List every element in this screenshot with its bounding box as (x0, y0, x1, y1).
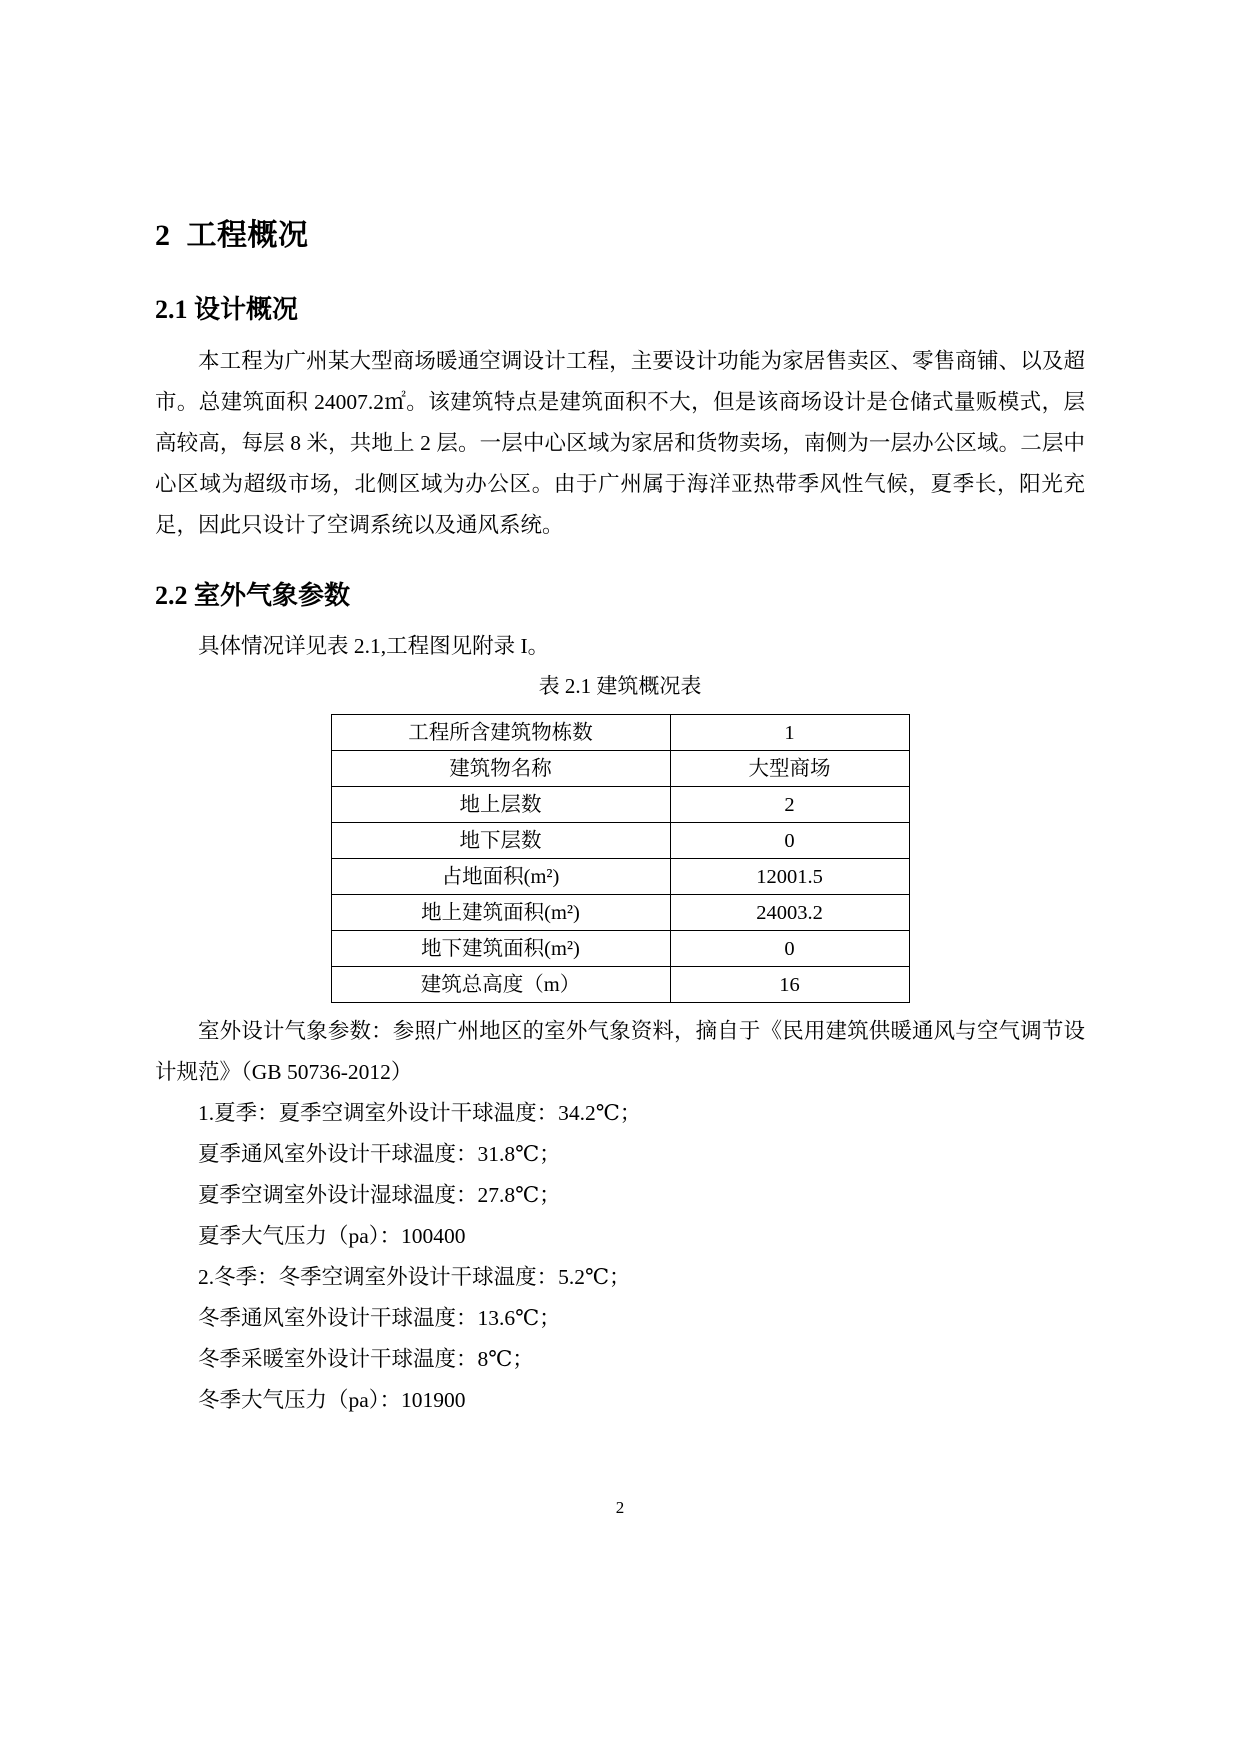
table-cell-value: 大型商场 (670, 751, 909, 787)
table-row (331, 967, 909, 1003)
table-row (331, 895, 909, 931)
table-row (331, 787, 909, 823)
table-cell-label: 建筑物名称 (331, 751, 670, 787)
table-cell-label: 工程所含建筑物栋数 (331, 715, 670, 751)
table-row (331, 823, 909, 859)
page-number: 2 (615, 1498, 625, 1517)
climate-summer-line-2: 夏季通风室外设计干球温度：31.8℃； (198, 1142, 561, 1167)
table-cell-label: 地下层数 (331, 823, 670, 859)
table-cell-label: 占地面积(m²) (331, 859, 670, 895)
climate-winter-line-4: 冬季大气压力（pa）：101900 (198, 1388, 466, 1413)
table-cell-value: 12001.5 (670, 859, 909, 895)
paragraph-weather-source: 室外设计气象参数：参照广州地区的室外气象资料，摘自于《民用建筑供暖通风与空气调节设计规范》（GB 50736-2012） (155, 1019, 1085, 1085)
table-row (331, 715, 909, 751)
table-container (155, 714, 1085, 1003)
table-caption: 表 2.1 建筑概况表 (538, 674, 702, 698)
climate-winter-line-1: 2.冬季：冬季空调室外设计干球温度：5.2℃； (198, 1265, 631, 1290)
page-footer (0, 1498, 1240, 1518)
table-cell-label: 地下建筑面积(m²) (331, 931, 670, 967)
table-cell-value: 2 (670, 787, 909, 823)
paragraph-see-table: 具体情况详见表 2.1,工程图见附录 I。 (198, 634, 550, 658)
climate-summer-line-4: 夏季大气压力（pa）：100400 (198, 1224, 466, 1249)
table-cell-value: 1 (670, 715, 909, 751)
climate-summer-line-3: 夏季空调室外设计湿球温度：27.8℃； (198, 1183, 561, 1208)
table-cell-value: 24003.2 (670, 895, 909, 931)
table-cell-label: 建筑总高度（m） (331, 967, 670, 1003)
paragraph-design-overview: 本工程为广州某大型商场暖通空调设计工程，主要设计功能为家居售卖区、零售商铺、以及超市。总建筑面积 24007.2㎡。该建筑特点是建筑面积不大，但是该商场设计是仓储式量贩模式，层高较高，每层 8 米，共地上 2 层。一层中心区域为家居和货物卖场，南侧为一层办公区域。二层中心区域为超级市场，北侧区域为办公区。由于广州属于海洋亚热带季风性气候，夏季长，阳光充足，因此只设计了空调系统以及通风系统。 (155, 348, 1085, 537)
table-cell-value: 0 (670, 931, 909, 967)
table-row (331, 931, 909, 967)
building-overview-table (331, 714, 910, 1003)
section-heading-2-2: 2.2 室外气象参数 (155, 580, 351, 610)
section-heading-2-1: 2.1 设计概况 (155, 295, 299, 324)
page-content (155, 218, 1085, 1421)
table-row (331, 859, 909, 895)
climate-winter-line-2: 冬季通风室外设计干球温度：13.6℃； (198, 1306, 561, 1331)
table-cell-label: 地上建筑面积(m²) (331, 895, 670, 931)
climate-summer-line-1: 1.夏季：夏季空调室外设计干球温度：34.2℃； (198, 1101, 642, 1126)
climate-winter-line-3: 冬季采暖室外设计干球温度：8℃； (198, 1347, 534, 1372)
table-cell-label: 地上层数 (331, 787, 670, 823)
table-cell-value: 0 (670, 823, 909, 859)
section-heading-2: 2 工程概况 (155, 219, 309, 252)
table-cell-value: 16 (670, 967, 909, 1003)
table-body (331, 715, 909, 1003)
table-row (331, 751, 909, 787)
